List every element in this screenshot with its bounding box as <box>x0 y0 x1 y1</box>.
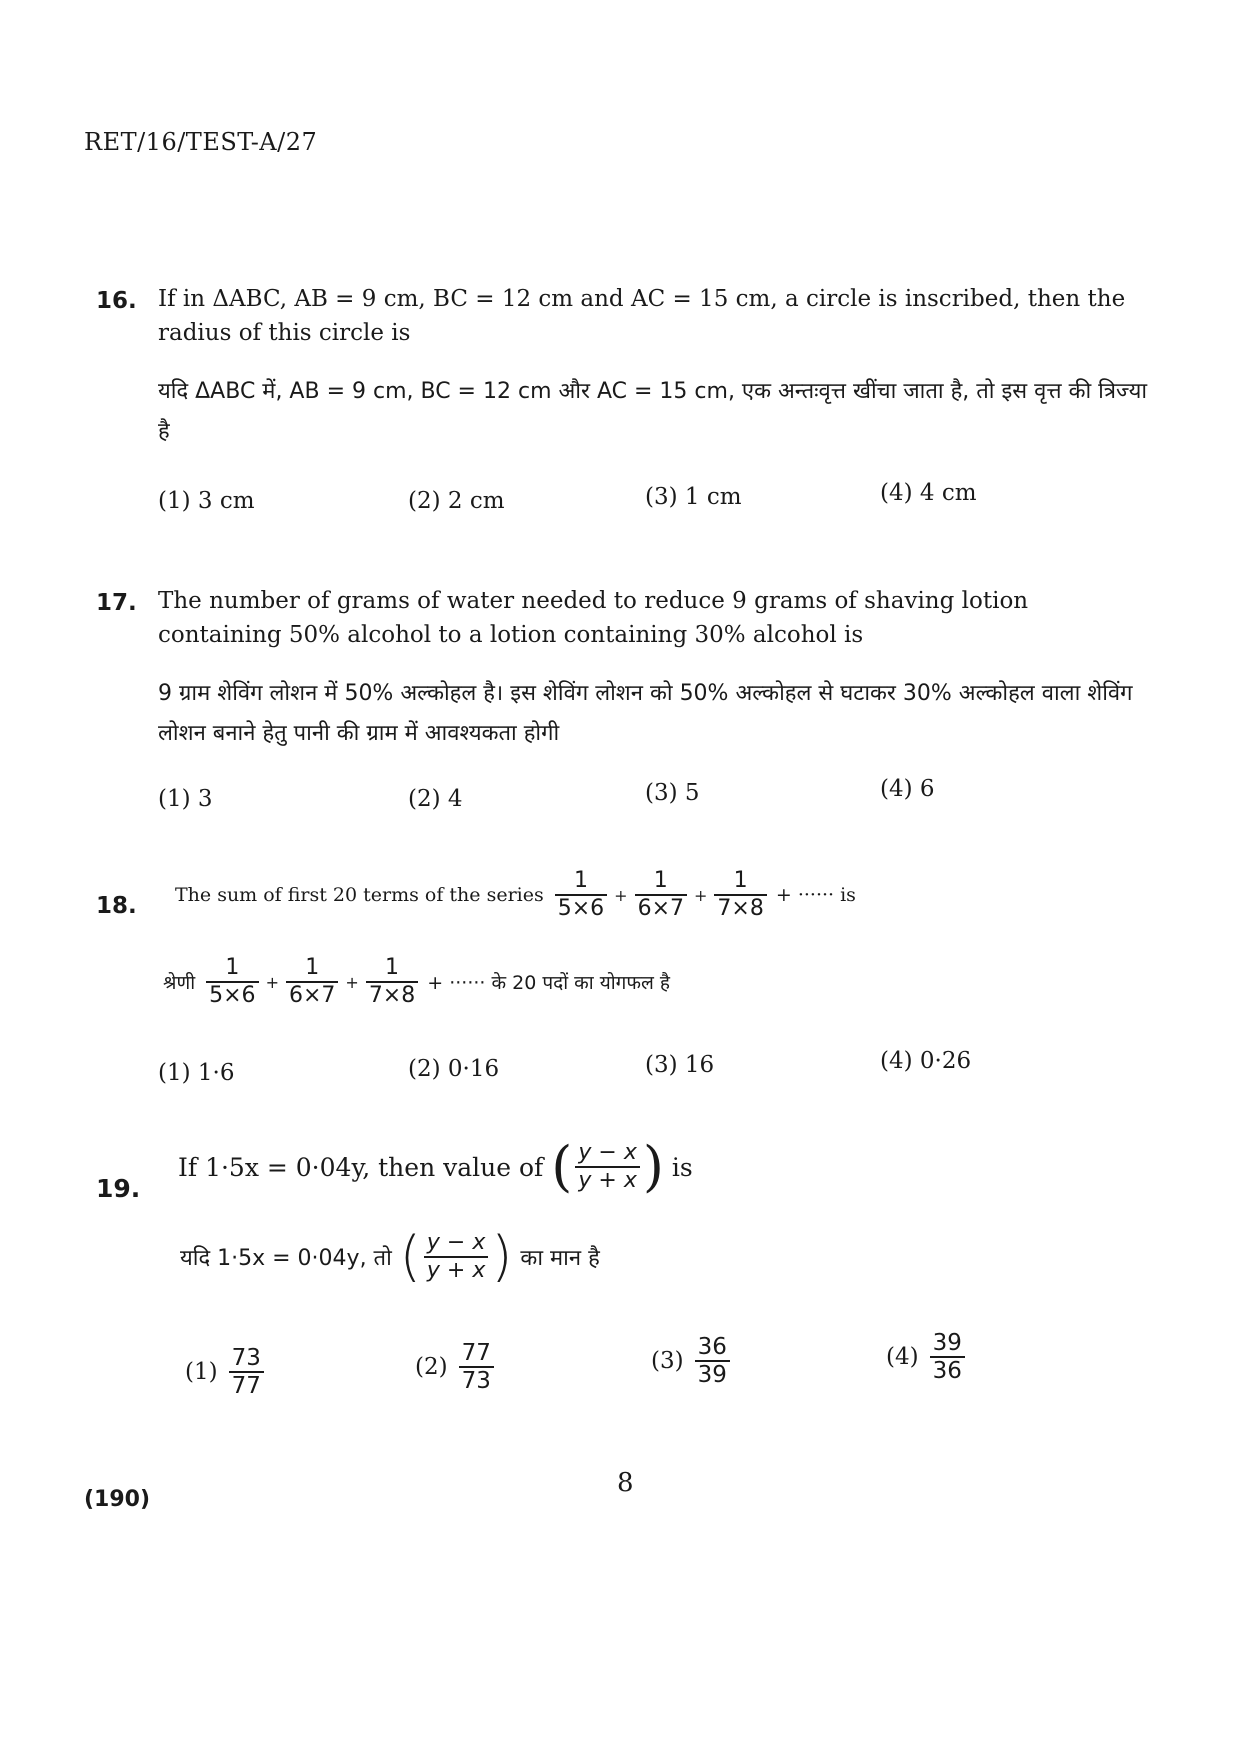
term-denominator: 7×8 <box>714 894 766 922</box>
option-numerator: 36 <box>697 1334 727 1360</box>
option-1[interactable]: (1) 3 <box>158 786 213 812</box>
plus-sign: + <box>265 972 279 992</box>
series-term-1 <box>555 868 607 922</box>
option-2[interactable]: (2) 0·16 <box>408 1056 500 1082</box>
question-text-english <box>175 868 856 922</box>
series-intro-text: The sum of first 20 terms of the series <box>175 884 544 906</box>
option-denominator: 36 <box>930 1356 965 1384</box>
series-tail-text: + ······ is <box>775 884 856 906</box>
option-4[interactable] <box>886 1330 968 1384</box>
option-4[interactable]: (4) 0·26 <box>880 1048 972 1074</box>
series-term-3 <box>714 868 766 922</box>
option-label: (3) <box>651 1348 684 1374</box>
series-term-2 <box>635 868 687 922</box>
term-numerator: 1 <box>225 955 240 980</box>
question-text-hindi <box>180 1225 600 1288</box>
question-text-hindi <box>163 955 670 1009</box>
option-label: (2) <box>415 1354 448 1380</box>
page-number: 8 <box>617 1468 634 1498</box>
expression-fraction <box>575 1140 639 1194</box>
term-numerator: 1 <box>733 868 748 893</box>
term-numerator: 1 <box>653 868 668 893</box>
plus-sign: + <box>345 972 359 992</box>
option-4[interactable]: (4) 6 <box>880 776 935 802</box>
option-denominator: 73 <box>459 1366 494 1394</box>
tail-text: का मान है <box>520 1246 600 1271</box>
option-numerator: 73 <box>231 1345 261 1371</box>
test-code-header: RET/16/TEST-A/27 <box>84 128 318 156</box>
option-2[interactable]: (2) 4 <box>408 786 463 812</box>
option-1[interactable] <box>185 1345 267 1399</box>
series-term-2 <box>286 955 338 1009</box>
question-number: 17. <box>96 590 137 616</box>
option-label: (1) <box>185 1359 218 1385</box>
question-text-english <box>178 1135 693 1198</box>
left-paren: ( <box>399 1225 421 1288</box>
option-fraction <box>229 1345 264 1399</box>
option-3[interactable]: (3) 1 cm <box>645 484 742 510</box>
option-2[interactable]: (2) 2 cm <box>408 488 505 514</box>
term-denominator: 6×7 <box>286 981 338 1009</box>
condition-text: यदि 1·5x = 0·04y, तो <box>180 1246 392 1271</box>
term-denominator: 5×6 <box>555 894 607 922</box>
question-text-hindi: 9 ग्राम शेविंग लोशन में 50% अल्कोहल है। इस शेविंग लोशन को 50% अल्कोहल से घटाकर 30% अल्कोहल वाला शेविंग लोशन बनाने हेतु पानी की ग्राम में आवश्यकता होगी <box>158 681 1133 746</box>
series-term-3 <box>366 955 418 1009</box>
term-numerator: 1 <box>305 955 320 980</box>
option-fraction <box>695 1334 730 1388</box>
expression-denominator: y + x <box>424 1256 488 1284</box>
option-3[interactable]: (3) 16 <box>645 1052 715 1078</box>
question-text-hindi: यदि ΔABC में, AB = 9 cm, BC = 12 cm और AC = 15 cm, एक अन्तःवृत्त खींचा जाता है, तो इस वृत्त की त्रिज्या है <box>158 379 1148 444</box>
left-paren: ( <box>551 1135 573 1198</box>
option-3[interactable] <box>651 1334 733 1388</box>
term-numerator: 1 <box>385 955 400 980</box>
option-1[interactable]: (1) 1·6 <box>158 1060 235 1086</box>
option-label: (4) <box>886 1344 919 1370</box>
tail-text: is <box>671 1152 693 1182</box>
option-3[interactable]: (3) 5 <box>645 780 700 806</box>
term-denominator: 5×6 <box>206 981 258 1009</box>
series-tail-text: + ······ के 20 पदों का योगफल है <box>427 972 671 994</box>
term-numerator: 1 <box>573 868 588 893</box>
expression-denominator: y + x <box>575 1166 639 1194</box>
option-fraction <box>459 1340 494 1394</box>
option-numerator: 77 <box>461 1340 491 1366</box>
expression-fraction <box>424 1230 488 1284</box>
option-2[interactable] <box>415 1340 497 1394</box>
right-paren: ) <box>642 1135 664 1198</box>
option-denominator: 39 <box>695 1360 730 1388</box>
right-paren: ) <box>491 1225 513 1288</box>
option-denominator: 77 <box>229 1371 264 1399</box>
question-text-english: The number of grams of water needed to reduce 9 grams of shaving lotion containing 50% alcohol to a lotion containing 30% alcohol is <box>158 588 1029 648</box>
plus-sign: + <box>694 885 708 905</box>
series-intro-text: श्रेणी <box>163 972 196 994</box>
expression <box>399 1225 513 1288</box>
expression-numerator: y − x <box>578 1140 637 1165</box>
question-number: 16. <box>96 288 137 314</box>
option-numerator: 39 <box>932 1330 962 1356</box>
question-number: 19. <box>96 1174 141 1203</box>
expression <box>551 1135 664 1198</box>
booklet-code: (190) <box>84 1487 151 1512</box>
option-fraction <box>930 1330 965 1384</box>
question-text-english: If in ΔABC, AB = 9 cm, BC = 12 cm and AC = 15 cm, a circle is inscribed, then the radius of this circle is <box>158 286 1126 346</box>
option-4[interactable]: (4) 4 cm <box>880 480 977 506</box>
series-term-1 <box>206 955 258 1009</box>
term-denominator: 7×8 <box>366 981 418 1009</box>
plus-sign: + <box>614 885 628 905</box>
condition-text: If 1·5x = 0·04y, then value of <box>178 1152 544 1182</box>
term-denominator: 6×7 <box>635 894 687 922</box>
question-number: 18. <box>96 893 137 919</box>
option-1[interactable]: (1) 3 cm <box>158 488 255 514</box>
expression-numerator: y − x <box>426 1230 486 1255</box>
